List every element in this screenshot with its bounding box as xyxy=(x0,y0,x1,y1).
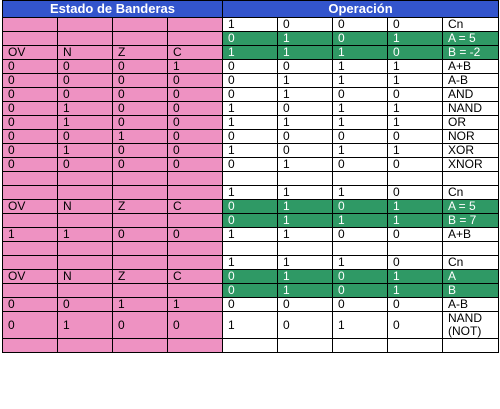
flag-cell: 0 xyxy=(3,102,58,116)
bit-cell xyxy=(223,339,278,353)
bit-cell: 0 xyxy=(278,130,333,144)
bit-cell: 1 xyxy=(223,312,278,339)
flag-cell: 0 xyxy=(58,74,113,88)
bit-cell: 0 xyxy=(333,32,388,46)
operation-label-cell: NAND xyxy=(443,102,499,116)
operation-label-cell: B = 7 xyxy=(443,214,499,228)
bit-cell: 0 xyxy=(333,88,388,102)
bit-cell: 1 xyxy=(278,256,333,270)
flag-cell xyxy=(113,256,168,270)
flag-cell: OV xyxy=(3,46,58,60)
bit-cell: 0 xyxy=(223,200,278,214)
bit-cell: 1 xyxy=(278,214,333,228)
flag-cell: N xyxy=(58,46,113,60)
operation-label-cell: B xyxy=(443,284,499,298)
operation-label-cell xyxy=(443,339,499,353)
bit-cell: 1 xyxy=(333,186,388,200)
flag-cell: 0 xyxy=(3,60,58,74)
flag-cell xyxy=(3,32,58,46)
flag-cell: 0 xyxy=(113,158,168,172)
bit-cell: 1 xyxy=(278,228,333,242)
operation-label-cell: AND xyxy=(443,88,499,102)
bit-cell: 1 xyxy=(223,18,278,32)
flag-cell: 0 xyxy=(3,312,58,339)
operation-label-cell: OR xyxy=(443,116,499,130)
flag-cell xyxy=(113,339,168,353)
flag-cell: 1 xyxy=(58,228,113,242)
bit-cell: 0 xyxy=(388,130,443,144)
flag-cell xyxy=(3,284,58,298)
flag-cell: C xyxy=(168,46,223,60)
bit-cell: 0 xyxy=(278,312,333,339)
flag-cell: N xyxy=(58,270,113,284)
table-header-row xyxy=(3,1,499,18)
flag-cell xyxy=(58,172,113,186)
operation-label-cell: A+B xyxy=(443,60,499,74)
flag-cell: OV xyxy=(3,200,58,214)
flag-cell xyxy=(3,339,58,353)
operation-label-cell: NAND (NOT) xyxy=(443,312,499,339)
flag-cell xyxy=(113,186,168,200)
flag-cell: 0 xyxy=(58,298,113,312)
table-row xyxy=(3,158,499,172)
bit-cell: 0 xyxy=(223,298,278,312)
bit-cell: 0 xyxy=(223,74,278,88)
flag-cell: 0 xyxy=(58,130,113,144)
flag-cell: 0 xyxy=(58,60,113,74)
table-row xyxy=(3,32,499,46)
operation-label-cell: A-B xyxy=(443,298,499,312)
flag-cell: 0 xyxy=(58,158,113,172)
bit-cell: 0 xyxy=(223,130,278,144)
bit-cell: 1 xyxy=(223,46,278,60)
table-row xyxy=(3,130,499,144)
bit-cell: 0 xyxy=(333,18,388,32)
bit-cell: 0 xyxy=(223,32,278,46)
flag-cell: Z xyxy=(113,270,168,284)
flag-cell xyxy=(58,242,113,256)
bit-cell: 0 xyxy=(388,312,443,339)
flag-cell xyxy=(3,186,58,200)
bit-cell xyxy=(333,172,388,186)
bit-cell: 1 xyxy=(278,158,333,172)
flag-cell: OV xyxy=(3,270,58,284)
bit-cell: 0 xyxy=(223,284,278,298)
bit-cell: 0 xyxy=(388,228,443,242)
bit-cell: 0 xyxy=(223,158,278,172)
bit-cell xyxy=(278,242,333,256)
bit-cell: 1 xyxy=(388,270,443,284)
bit-cell: 1 xyxy=(278,46,333,60)
flag-cell: 0 xyxy=(168,130,223,144)
table-body xyxy=(3,18,499,353)
flag-cell: 0 xyxy=(168,228,223,242)
operation-label-cell xyxy=(443,242,499,256)
flag-cell: 0 xyxy=(3,74,58,88)
flag-cell: 1 xyxy=(113,130,168,144)
flag-cell: 0 xyxy=(113,102,168,116)
table-row xyxy=(3,228,499,242)
bit-cell: 0 xyxy=(223,270,278,284)
flag-cell xyxy=(113,242,168,256)
bit-cell: 0 xyxy=(388,88,443,102)
flag-cell xyxy=(168,172,223,186)
bit-cell: 1 xyxy=(388,284,443,298)
operation-label-cell: A = 5 xyxy=(443,200,499,214)
table-row xyxy=(3,18,499,32)
flag-cell: 0 xyxy=(3,116,58,130)
bit-cell: 1 xyxy=(333,144,388,158)
flags-operation-table xyxy=(2,0,499,353)
bit-cell: 1 xyxy=(388,74,443,88)
bit-cell: 0 xyxy=(278,102,333,116)
flag-cell: 0 xyxy=(168,158,223,172)
bit-cell: 1 xyxy=(333,74,388,88)
bit-cell: 0 xyxy=(388,18,443,32)
bit-cell: 0 xyxy=(333,284,388,298)
flag-cell: 0 xyxy=(113,312,168,339)
flag-cell: 1 xyxy=(58,102,113,116)
bit-cell: 1 xyxy=(223,144,278,158)
operation-label-cell: XNOR xyxy=(443,158,499,172)
flag-cell: 0 xyxy=(3,144,58,158)
bit-cell: 0 xyxy=(278,144,333,158)
flag-cell: 1 xyxy=(58,144,113,158)
bit-cell: 0 xyxy=(333,298,388,312)
flag-cell xyxy=(168,284,223,298)
flag-cell: 0 xyxy=(3,158,58,172)
bit-cell: 0 xyxy=(278,18,333,32)
flag-cell: 1 xyxy=(58,116,113,130)
bit-cell: 1 xyxy=(388,200,443,214)
flag-cell: Z xyxy=(113,200,168,214)
bit-cell: 1 xyxy=(388,214,443,228)
bit-cell: 1 xyxy=(333,214,388,228)
flag-cell: N xyxy=(58,200,113,214)
flag-cell xyxy=(168,339,223,353)
operation-label-cell xyxy=(443,172,499,186)
table-row xyxy=(3,298,499,312)
flag-cell: 0 xyxy=(168,74,223,88)
table-row xyxy=(3,186,499,200)
bit-cell: 1 xyxy=(278,270,333,284)
bit-cell: 0 xyxy=(388,256,443,270)
flag-cell: 0 xyxy=(113,116,168,130)
flags-status-header: Estado de Banderas xyxy=(3,1,223,18)
bit-cell: 0 xyxy=(278,298,333,312)
bit-cell: 1 xyxy=(333,312,388,339)
bit-cell xyxy=(333,242,388,256)
bit-cell xyxy=(278,339,333,353)
bit-cell: 1 xyxy=(388,144,443,158)
table-row xyxy=(3,242,499,256)
bit-cell: 0 xyxy=(278,60,333,74)
table-row xyxy=(3,339,499,353)
flag-cell xyxy=(113,32,168,46)
bit-cell: 1 xyxy=(388,60,443,74)
table-row xyxy=(3,214,499,228)
flag-cell: 0 xyxy=(168,102,223,116)
flag-cell xyxy=(58,186,113,200)
operation-label-cell: A xyxy=(443,270,499,284)
flag-cell xyxy=(168,32,223,46)
flag-cell xyxy=(58,18,113,32)
flag-cell: 0 xyxy=(168,144,223,158)
flag-cell xyxy=(58,339,113,353)
flag-cell xyxy=(3,172,58,186)
bit-cell: 1 xyxy=(388,116,443,130)
flag-cell: 0 xyxy=(168,312,223,339)
bit-cell: 0 xyxy=(388,186,443,200)
flag-cell xyxy=(113,214,168,228)
bit-cell: 0 xyxy=(333,200,388,214)
flag-cell: 0 xyxy=(113,144,168,158)
bit-cell: 0 xyxy=(223,60,278,74)
bit-cell: 1 xyxy=(223,256,278,270)
operation-label-cell: Cn xyxy=(443,186,499,200)
flag-cell xyxy=(3,242,58,256)
bit-cell: 0 xyxy=(388,298,443,312)
bit-cell xyxy=(388,339,443,353)
flag-cell: 0 xyxy=(3,130,58,144)
operation-label-cell: B = -2 xyxy=(443,46,499,60)
operation-label-cell: NOR xyxy=(443,130,499,144)
bit-cell: 1 xyxy=(278,200,333,214)
bit-cell: 1 xyxy=(223,228,278,242)
table-row xyxy=(3,270,499,284)
bit-cell xyxy=(333,339,388,353)
bit-cell: 1 xyxy=(333,102,388,116)
operation-label-cell: A+B xyxy=(443,228,499,242)
table-row xyxy=(3,46,499,60)
flag-cell: 1 xyxy=(3,228,58,242)
operation-label-cell: A = 5 xyxy=(443,32,499,46)
bit-cell: 1 xyxy=(333,46,388,60)
bit-cell: 1 xyxy=(388,102,443,116)
bit-cell: 1 xyxy=(278,74,333,88)
bit-cell: 1 xyxy=(278,284,333,298)
bit-cell xyxy=(223,242,278,256)
table-row xyxy=(3,200,499,214)
flag-cell xyxy=(58,214,113,228)
table-row xyxy=(3,116,499,130)
operation-label-cell: XOR xyxy=(443,144,499,158)
table-row xyxy=(3,74,499,88)
flag-cell: 0 xyxy=(113,88,168,102)
flag-cell xyxy=(3,214,58,228)
flag-cell xyxy=(58,256,113,270)
flag-cell xyxy=(168,214,223,228)
flag-cell xyxy=(168,18,223,32)
flag-cell: 1 xyxy=(58,312,113,339)
bit-cell xyxy=(223,172,278,186)
operation-label-cell: A-B xyxy=(443,74,499,88)
bit-cell: 0 xyxy=(333,130,388,144)
table-row xyxy=(3,172,499,186)
bit-cell: 0 xyxy=(223,88,278,102)
flag-cell: 0 xyxy=(113,60,168,74)
flag-cell xyxy=(58,284,113,298)
bit-cell: 1 xyxy=(223,186,278,200)
flag-cell: 0 xyxy=(58,88,113,102)
flag-cell xyxy=(3,256,58,270)
flag-cell: 1 xyxy=(168,60,223,74)
flag-cell: 1 xyxy=(113,298,168,312)
bit-cell: 1 xyxy=(333,116,388,130)
flag-cell: Z xyxy=(113,46,168,60)
flag-cell xyxy=(58,32,113,46)
operation-label-cell: Cn xyxy=(443,256,499,270)
operation-header: Operación xyxy=(223,1,499,18)
flag-cell: 0 xyxy=(168,116,223,130)
bit-cell: 0 xyxy=(333,270,388,284)
flag-cell xyxy=(168,242,223,256)
bit-cell: 1 xyxy=(388,32,443,46)
bit-cell: 1 xyxy=(278,32,333,46)
flag-cell xyxy=(168,256,223,270)
bit-cell: 1 xyxy=(333,60,388,74)
bit-cell: 1 xyxy=(223,102,278,116)
flag-cell xyxy=(168,186,223,200)
flag-cell: 0 xyxy=(3,298,58,312)
bit-cell: 0 xyxy=(388,46,443,60)
bit-cell: 1 xyxy=(333,256,388,270)
bit-cell: 0 xyxy=(333,228,388,242)
flag-cell: C xyxy=(168,270,223,284)
bit-cell: 1 xyxy=(223,116,278,130)
table-row xyxy=(3,144,499,158)
bit-cell xyxy=(278,172,333,186)
operation-label-cell: Cn xyxy=(443,18,499,32)
flag-cell: 1 xyxy=(168,298,223,312)
table-row xyxy=(3,60,499,74)
table-row xyxy=(3,256,499,270)
table-row xyxy=(3,102,499,116)
flag-cell xyxy=(113,172,168,186)
bit-cell: 1 xyxy=(278,88,333,102)
bit-cell: 0 xyxy=(223,214,278,228)
flag-cell xyxy=(113,284,168,298)
flag-cell: 0 xyxy=(113,228,168,242)
bit-cell: 0 xyxy=(333,158,388,172)
bit-cell: 0 xyxy=(388,158,443,172)
flag-cell xyxy=(3,18,58,32)
table-row xyxy=(3,88,499,102)
bit-cell xyxy=(388,172,443,186)
table-row xyxy=(3,312,499,339)
flag-cell: C xyxy=(168,200,223,214)
bit-cell xyxy=(388,242,443,256)
bit-cell: 1 xyxy=(278,116,333,130)
flag-cell: 0 xyxy=(168,88,223,102)
flag-cell: 0 xyxy=(113,74,168,88)
flag-cell xyxy=(113,18,168,32)
flag-cell: 0 xyxy=(3,88,58,102)
table-row xyxy=(3,284,499,298)
bit-cell: 1 xyxy=(278,186,333,200)
